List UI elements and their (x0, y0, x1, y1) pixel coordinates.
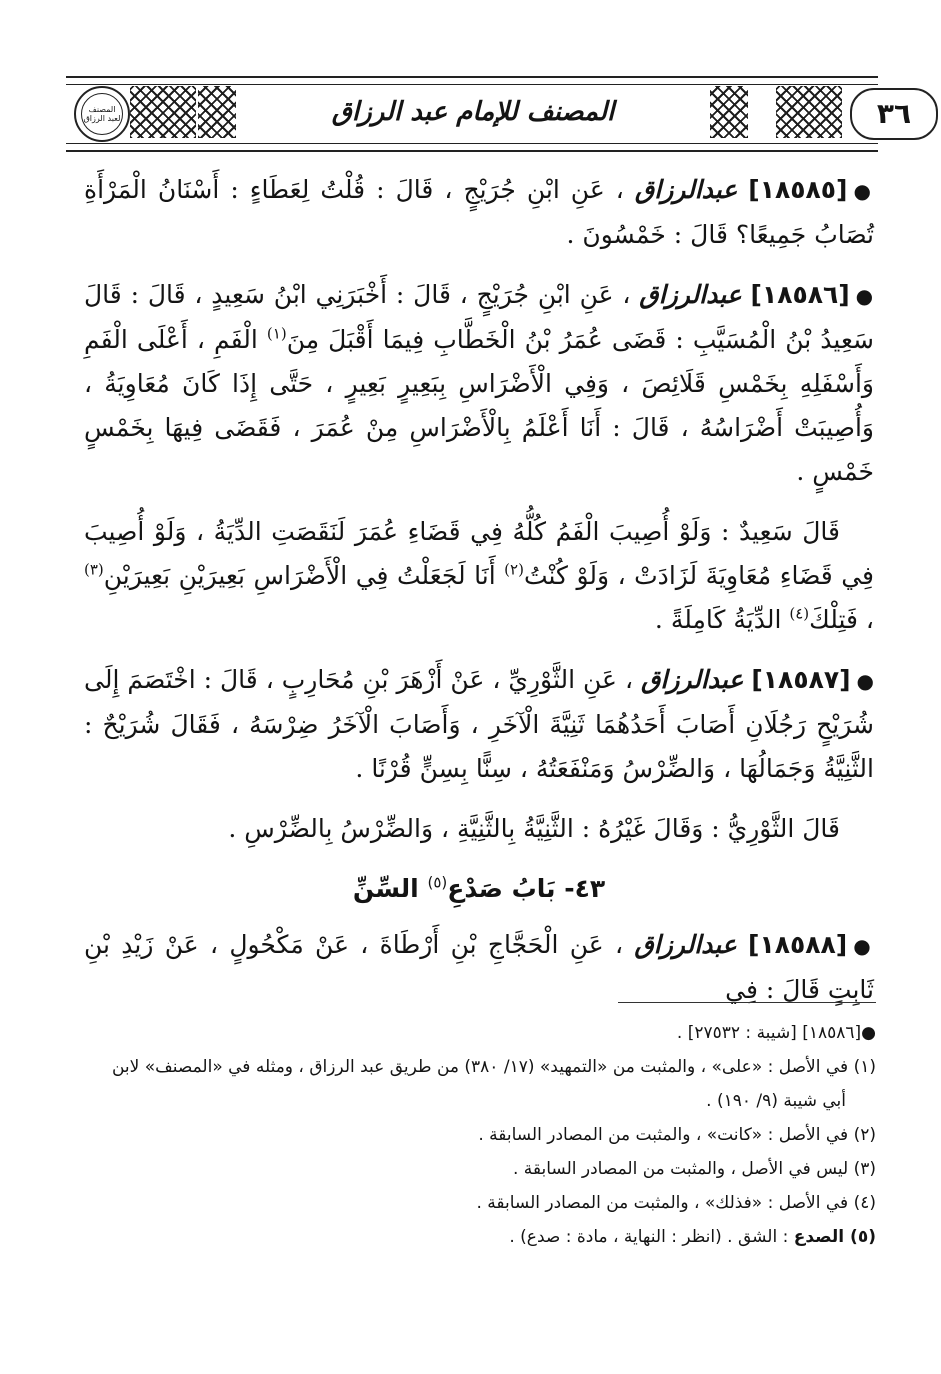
paragraph-text: الدِّيَةُ كَامِلَةً . (654, 605, 782, 634)
paragraph-text: ، فَتِلْكَ (809, 605, 874, 634)
chapter-title: ٤٣- بَابُ صَدْعِ (447, 874, 606, 903)
footnote-5-term: (٥) الصدع (793, 1227, 876, 1247)
footnote-1-cont: أبي شيبة (٩/ ١٩٠) . (706, 1091, 846, 1111)
chapter-heading (84, 867, 874, 911)
paragraph-text: أَنَا لَجَعَلْتُ فِي الْأَضْرَاسِ بَعِيرَيْنِ بَعِيرَيْنِ (103, 561, 496, 590)
hadith-text: ، عَنِ ابْنِ جُرَيْجٍ ، قَالَ : أَخْبَرَنِي ابْنُ سَعِيدٍ ، قَالَ : قَالَ سَعِيدُ بْنُ الْمُسَيَّبِ : قَضَى عُمَرُ بْنُ الْخَطَّابِ فِيمَا أَقْبَلَ مِنَ (84, 280, 874, 354)
hadith-18587 (84, 658, 874, 791)
bullet-icon: ● (856, 669, 875, 693)
footnote-4: (٤) في الأصل : «فذلك» ، والمثبت من المصادر السابقة . (476, 1193, 876, 1213)
footnote-divider (618, 1002, 876, 1003)
page-number: ٣٦ (850, 88, 938, 140)
footnotes (70, 1016, 876, 1254)
ornament-right-icon (776, 86, 842, 138)
hadith-number: [١٨٥٨٦] (750, 280, 850, 309)
bullet-icon: ● (853, 179, 874, 203)
paragraph-text: قَالَ سَعِيدٌ : وَلَوْ أُصِيبَ الْفَمُ كُلُّهُ فِي قَضَاءِ عُمَرَ لَنَقَصَتِ الدِّيَةُ ، وَلَوْ أُصِيبَ فِي قَضَاءِ مُعَاوِيَةَ لَزَادَتْ ، وَلَوْ كُنْتُ (84, 517, 874, 590)
footnote-2: (٢) في الأصل : «كانت» ، والمثبت من المصادر السابقة . (478, 1125, 876, 1145)
hadith-18585 (84, 168, 874, 257)
bullet-icon: ● (855, 284, 875, 308)
hadith-number: [١٨٥٨٧] (751, 665, 851, 694)
hadith-text: ، عَنِ الْحَجَّاجِ بْنِ أَرْطَاةَ ، عَنْ مَكْحُولٍ ، عَنْ زَيْدِ بْنِ ثَابِتٍ قَالَ : فِي (84, 930, 874, 1004)
bullet-icon: ● (861, 1023, 876, 1043)
footnote-ref-5[interactable]: (٥) (427, 873, 448, 892)
footnote-ref-4[interactable]: (٤) (789, 604, 810, 623)
bullet-icon: ● (853, 934, 875, 958)
hadith-author: عبدالرزاق (639, 280, 742, 309)
running-title: المصنف للإمام عبد الرزاق (331, 97, 615, 127)
hadith-number: [١٨٥٨٨] (748, 930, 848, 959)
footnote-3: (٣) ليس في الأصل ، والمثبت من المصادر السابقة . (512, 1159, 876, 1179)
hadith-text: ، عَنِ ابْنِ جُرَيْجٍ ، قَالَ : قُلْتُ لِعَطَاءٍ : أَسْنَانُ الْمَرْأَةِ تُصَابُ جَمِيعًا؟ قَالَ : خَمْسُونَ . (84, 175, 874, 249)
hadith-author: عبدالرزاق (634, 175, 738, 204)
hadith-18586-cont (84, 510, 874, 642)
footnote-5-text: : الشق . (انظر : النهاية ، مادة : صدع) . (509, 1227, 789, 1247)
footnote-ref-2[interactable]: (٢) (504, 560, 524, 579)
ornament-right-inner-icon (710, 86, 748, 138)
footnote-source-ref: ●[١٨٥٨٦] [شيبة : ٢٧٥٣٢] . (676, 1023, 876, 1043)
hadith-author: عبدالرزاق (641, 665, 744, 694)
hadith-text: ، عَنِ الثَّوْرِيِّ ، عَنْ أَزْهَرَ بْنِ مُحَارِبٍ ، قَالَ : اخْتَصَمَ إِلَى شُرَيْحٍ رَجُلَانِ أَصَابَ أَحَدُهُمَا ثَنِيَّةَ الْآخَرِ ، وَأَصَابَ الْآخَرُ ضِرْسَهُ ، فَقَالَ شُرَيْحٌ : الثَّنِيَّةُ وَجَمَالُهَا ، وَالضِّرْسُ وَمَنْفَعَتُهُ ، سِنًّا بِسِنٍّ قُرْنًا . (84, 665, 874, 783)
hadith-number: [١٨٥٨٥] (748, 175, 848, 204)
footnote-5 (70, 1220, 876, 1254)
medallion-text: المصنف لعبد الرزاق (81, 93, 123, 135)
ornament-left-inner-icon (198, 86, 236, 138)
page-header (66, 76, 912, 152)
footnote-ref-3[interactable]: (٣) (84, 560, 104, 579)
hadith-18588 (84, 923, 874, 1012)
hadith-text-cont: الْفَمِ ، أَعْلَى الْفَمِ وَأَسْفَلِهِ بِخَمْسِ قَلَائِصَ ، وَفِي الْأَضْرَاسِ بِبَعِيرٍ بَعِيرٍ ، حَتَّى إِذَا كَانَ مُعَاوِيَةُ ، وَأُصِيبَتْ أَضْرَاسُهُ ، قَالَ : أَنَا أَعْلَمُ بِالْأَضْرَاسِ مِنْ عُمَرَ ، فَقَضَى فِيهَا بِخَمْسٍ خَمْسٍ . (84, 325, 874, 486)
hadith-author: عبدالرزاق (634, 930, 737, 959)
chapter-title-end: السِّنِّ (352, 874, 419, 903)
hadith-18586 (84, 273, 874, 494)
header-medallion (74, 86, 130, 142)
hadith-18587-cont (84, 807, 874, 851)
footnote-ref-1[interactable]: (١) (266, 324, 287, 343)
main-text (84, 168, 874, 1028)
paragraph-text: قَالَ الثَّوْرِيُّ : وَقَالَ غَيْرُهُ : الثَّنِيَّةُ بِالثَّنِيَّةِ ، وَالضِّرْسُ بِالضِّرْسِ . (228, 814, 840, 843)
ornament-left-icon (130, 86, 196, 138)
footnote-1: (١) في الأصل : «على» ، والمثبت من «التمهيد» (١٧/ ٣٨٠) من طريق عبد الرزاق ، ومثله في «المصنف» لابن أبي شيبة (٩/ ١٩٠) . (70, 1050, 876, 1118)
